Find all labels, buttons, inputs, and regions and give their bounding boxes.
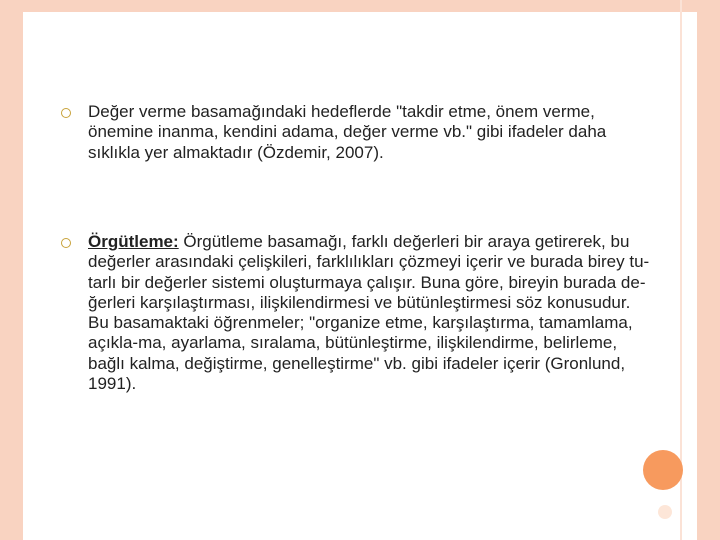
bullet-text-2 xyxy=(88,232,653,394)
bullet-term: Örgütleme: xyxy=(88,232,179,251)
bullet-text-1: Değer verme basamağındaki hedeflerde "takdir etme, önem verme, önemine inanma, kendini adama, değer verme vb." gibi ifadeler daha sıklıkla yer almaktadır (Özdemir, 2007). xyxy=(88,102,607,162)
decorative-circle xyxy=(643,450,683,490)
bullet-ring-icon xyxy=(61,238,71,248)
slide-canvas xyxy=(23,12,697,540)
decorative-circle-small xyxy=(658,505,672,519)
bullet-ring-icon xyxy=(61,108,71,118)
bullet-body: Örgütleme basamağı, farklı değerleri bir araya getirerek, bu değerler arasındaki çelişkileri, farklılıkları çözmeyi içerir ve burada birey tu-tarlı bir değerler sistemi oluşturmaya çalışır. Buna göre, bireyin burada de-ğerleri karşılaştırması, ilişkilendirmesi ve bütünleştirmesi söz konusudur. Bu basamaktaki öğrenmeler; "organize etme, karşılaştırma, tamamlama, açıkla-ma, ayarlama, sıralama, bütünleştirme, ilişkilendirme, belirleme, bağlı kalma, değiştirme, genelleştirme" vb. gibi ifadeler içerir (Gronlund, 1991). xyxy=(88,232,650,394)
